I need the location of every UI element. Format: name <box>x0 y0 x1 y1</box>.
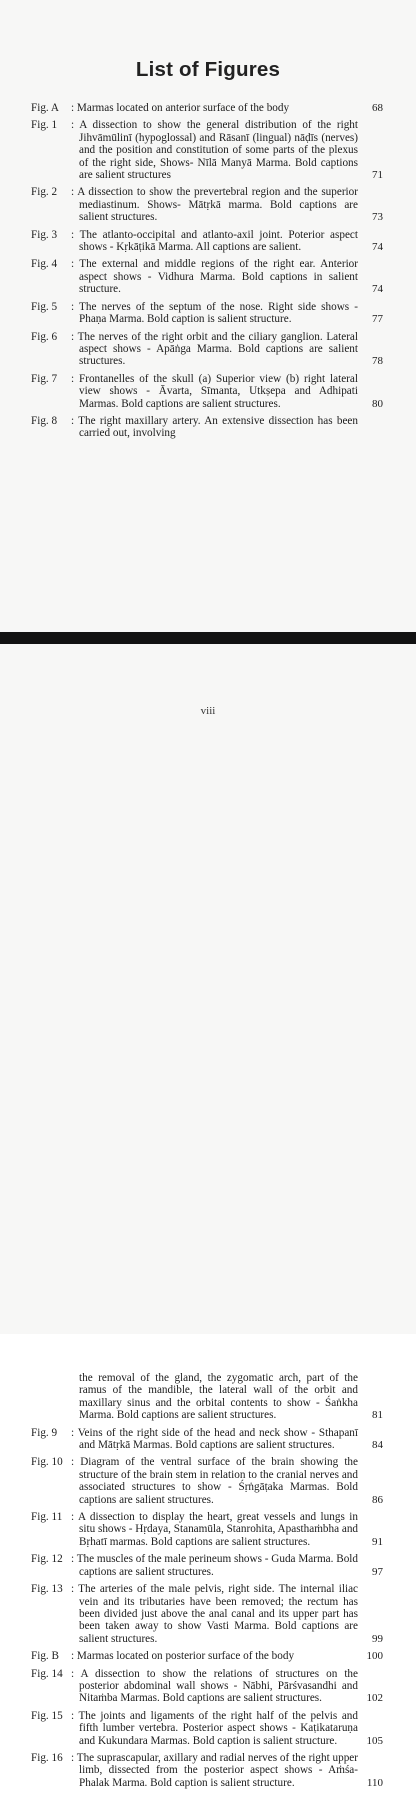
figure-caption: : The muscles of the male perineum shows - Guda Marma. Bold captions are salient structures. <box>71 1553 358 1578</box>
figure-entry <box>0 102 416 114</box>
figure-entry <box>0 331 416 368</box>
figure-page-number: 97 <box>372 1565 383 1578</box>
document-page-bottom <box>0 644 416 1789</box>
figure-page-number: 68 <box>372 102 383 114</box>
figure-entry <box>0 186 416 223</box>
figure-page-number: 84 <box>372 1439 383 1452</box>
figure-entry <box>0 1752 416 1789</box>
figure-entry <box>0 119 416 181</box>
figure-label: Fig. 13 <box>31 1583 63 1596</box>
figure-entry <box>0 1456 416 1506</box>
figure-caption: : A dissection to show the relations of structures on the posterior abdominal wall shows - Nābhi, Pārśvasandhi and Nitaṁba Marmas. Bold captions are salient structures. <box>71 1667 358 1705</box>
figure-entry <box>0 1710 416 1747</box>
figure-caption: : The nerves of the right orbit and the ciliary ganglion. Lateral aspect shows - Apāṅga Marma. Bold captions are salient structures. <box>71 330 358 368</box>
figure-label: Fig. A <box>31 102 59 114</box>
figure-page-number: 80 <box>372 397 383 410</box>
figure-caption: : The atlanto-occipital and atlanto-axil joint. Poterior aspect shows - Kṛkāṭikā Marma. All captions are salient. <box>71 228 358 254</box>
figure-caption: : A dissection to display the heart, great vessels and lungs in situ shows - Hṛdaya, Stanamūla, Stanrohita, Apasthaṁbha and Bṛhatī marmas. Bold captions are salient structures. <box>71 1511 359 1548</box>
figure-entry <box>0 229 416 254</box>
figure-entry <box>0 1427 416 1452</box>
figure-label: Fig. 12 <box>31 1553 63 1566</box>
figure-caption: : Veins of the right side of the head and neck show - Sthapanī and Mātṛkā Marmas. Bold captions are salient structures. <box>71 1426 358 1452</box>
figure-page-number: 99 <box>372 1632 383 1645</box>
figure-entry <box>0 1511 416 1548</box>
page-number: viii <box>200 705 216 717</box>
figure-caption: : Diagram of the ventral surface of the brain showing the structure of the brain stem in relation to the cranial nerves and associated structures to show - Śṛṅgāṭaka Marmas. Bold captions are salient structures. <box>71 1456 358 1506</box>
figure-page-number: 74 <box>372 283 383 296</box>
figure-label: Fig. 10 <box>31 1456 63 1469</box>
figure-caption: : The external and middle regions of the right ear. Anterior aspect shows - Vidhura Marma. Bold captions in salient structure. <box>71 258 358 296</box>
figure-page-number: 102 <box>366 1692 383 1705</box>
figure-entry <box>0 1553 416 1578</box>
figure-caption: : A dissection to show the general distribution of the right Jihvāmūlinī (hypoglossal) and Rāsanī (lingual) nāḍīs (nerves) and the position and constitution of some parts of the plexus of the right side, Shows- Nīlā Manyā Marma. Bold captions are salient structures <box>71 119 358 182</box>
figure-page-number: 78 <box>372 355 383 368</box>
figure-entry <box>0 301 416 326</box>
figure-page-number: 91 <box>372 1535 383 1548</box>
figure-page-number: 105 <box>366 1734 383 1747</box>
figure-label: Fig. 5 <box>31 300 58 313</box>
figure-caption: : The arteries of the male pelvis, right side. The internal iliac vein and its tributaries have been removed; the rectum has been divided just above the anal canal and its upper part has been taken away to show Vasti Marma. Bold captions are salient structures. <box>71 1583 358 1645</box>
figure-caption: : The joints and ligaments of the right half of the pelvis and fifth lumber vertebra. Posterior aspect shows - Kaṭikataruṇa and Kukundara Marmas. Bold caption is salient structure. <box>71 1709 358 1747</box>
figure-page-number: 71 <box>372 169 383 182</box>
figure-label: Fig. 4 <box>31 258 58 271</box>
figure-label: Fig. B <box>31 1650 59 1663</box>
figure-label: Fig. 1 <box>31 119 58 132</box>
figure-caption: : Marmas located on posterior surface of the body <box>71 1650 295 1663</box>
document-page-top <box>0 0 416 632</box>
figure-entry <box>0 1668 416 1705</box>
figure-label: Fig. 15 <box>31 1709 63 1722</box>
figure-label: Fig. 8 <box>31 414 58 427</box>
page-title: List of Figures <box>135 58 281 81</box>
figure-label: Fig. 14 <box>31 1667 63 1680</box>
figure-entry <box>0 415 416 440</box>
figure-entry <box>0 258 416 295</box>
figure-label: Fig. 16 <box>31 1751 63 1764</box>
figure-page-number: 74 <box>372 241 383 254</box>
figure-entry-continuation <box>0 1372 416 1422</box>
figure-caption: : Marmas located on anterior surface of the body <box>71 102 290 114</box>
figure-page-number: 81 <box>372 1409 383 1422</box>
figure-caption: : The right maxillary artery. An extensive dissection has been carried out, involving <box>71 414 358 440</box>
figure-label: Fig. 2 <box>31 186 58 199</box>
figure-label: Fig. 9 <box>31 1426 58 1439</box>
figure-caption: : The nerves of the septum of the nose. Right side shows - Phaṇa Marma. Bold caption is salient structure. <box>71 300 358 326</box>
figure-list-top <box>0 102 416 445</box>
figure-label: Fig. 6 <box>31 330 58 343</box>
figure-entry <box>0 373 416 410</box>
figure-page-number: 73 <box>372 211 383 224</box>
page-divider <box>0 632 416 644</box>
figure-entry <box>0 1583 416 1645</box>
figure-label: Fig. 3 <box>31 228 58 241</box>
figure-label: Fig. 11 <box>31 1511 63 1524</box>
figure-caption: : A dissection to show the prevertebral region and the superior mediastinum. Shows- Mātṛkā marma. Bold captions are salient structures. <box>71 186 358 224</box>
figure-label: Fig. 7 <box>31 372 58 385</box>
figure-caption: : Frontanelles of the skull (a) Superior view (b) right lateral view shows - Āvarta, Sīmanta, Utkṣepa and Adhipati Marmas. Bold captions are salient structures. <box>71 372 358 410</box>
figure-page-number: 77 <box>372 313 383 326</box>
figure-list-bottom <box>0 1372 416 1794</box>
figure-page-number: 100 <box>366 1650 383 1663</box>
figure-caption: : The suprascapular, axillary and radial nerves of the right upper limb, dissected from the posterior aspect shows - Aṁśa-Phalak Marma. Bold caption is salient structure. <box>71 1751 358 1789</box>
figure-page-number: 110 <box>366 1776 383 1789</box>
figure-caption: the removal of the gland, the zygomatic arch, part of the ramus of the mandible, the lateral wall of the orbit and maxillary sinus and the orbital contents to show - Śaṅkha Marma. Bold captions are salient structures. <box>79 1372 358 1422</box>
figure-entry <box>0 1650 416 1662</box>
figure-page-number: 86 <box>372 1493 383 1506</box>
